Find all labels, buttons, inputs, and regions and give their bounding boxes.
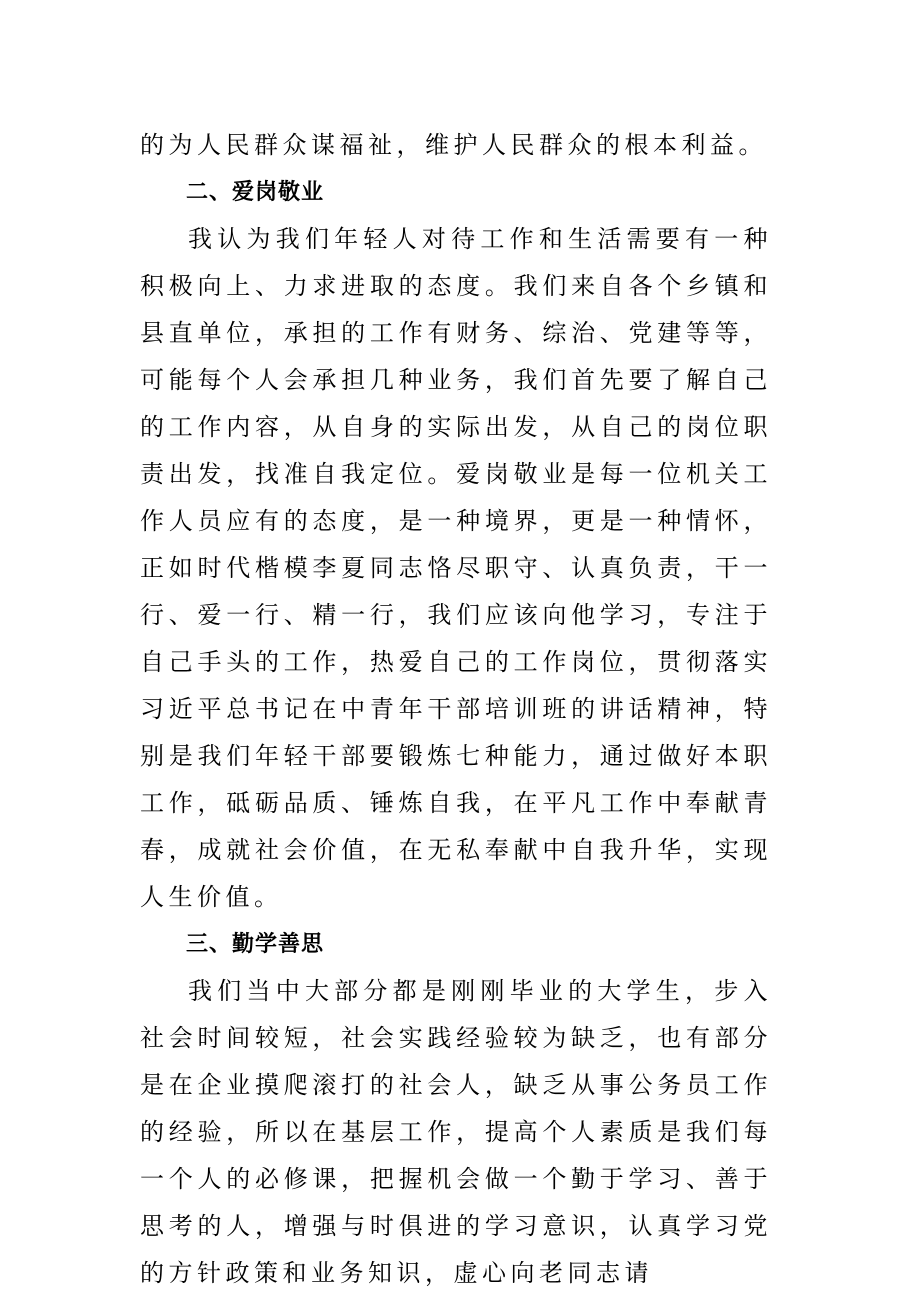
paragraph-dedication: 我认为我们年轻人对待工作和生活需要有一种积极向上、力求进取的态度。我们来自各个乡镇和县直单位，承担的工作有财务、综治、党建等等，可能每个人会承担几种业务，我们首先要了解自己的工作内容，从自身的实际出发，从自己的岗位职责出发，找准自我定位。爱岗敬业是每一位机关工作人员应有的态度，是一种境界，更是一种情怀，正如时代楷模李夏同志恪尽职守、认真负责，干一行、爱一行、精一行，我们应该向他学习，专注于自己手头的工作，热爱自己的工作岗位，贯彻落实习近平总书记在中青年干部培训班的讲话精神，特别是我们年轻干部要锻炼七种能力，通过做好本职工作，砥砺品质、锤炼自我，在平凡工作中奉献青春，成就社会价值，在无私奉献中自我升华，实现人生价值。: [140, 225, 772, 911]
continued-paragraph: 的为人民群众谋福祉，维护人民群众的根本利益。: [140, 131, 767, 159]
document-body: [140, 122, 772, 1297]
section-heading-study: 三、勤学善思: [186, 932, 325, 957]
section-heading-dedication: 二、爱岗敬业: [186, 180, 325, 205]
paragraph-study: 我们当中大部分都是刚刚毕业的大学生，步入社会时间较短，社会实践经验较为缺乏，也有部分是在企业摸爬滚打的社会人，缺乏从事公务员工作的经验，所以在基层工作，提高个人素质是我们每一个人的必修课，把握机会做一个勤于学习、善于思考的人，增强与时俱进的学习意识，认真学习党的方针政策和业务知识，虚心向老同志请: [140, 977, 772, 1287]
